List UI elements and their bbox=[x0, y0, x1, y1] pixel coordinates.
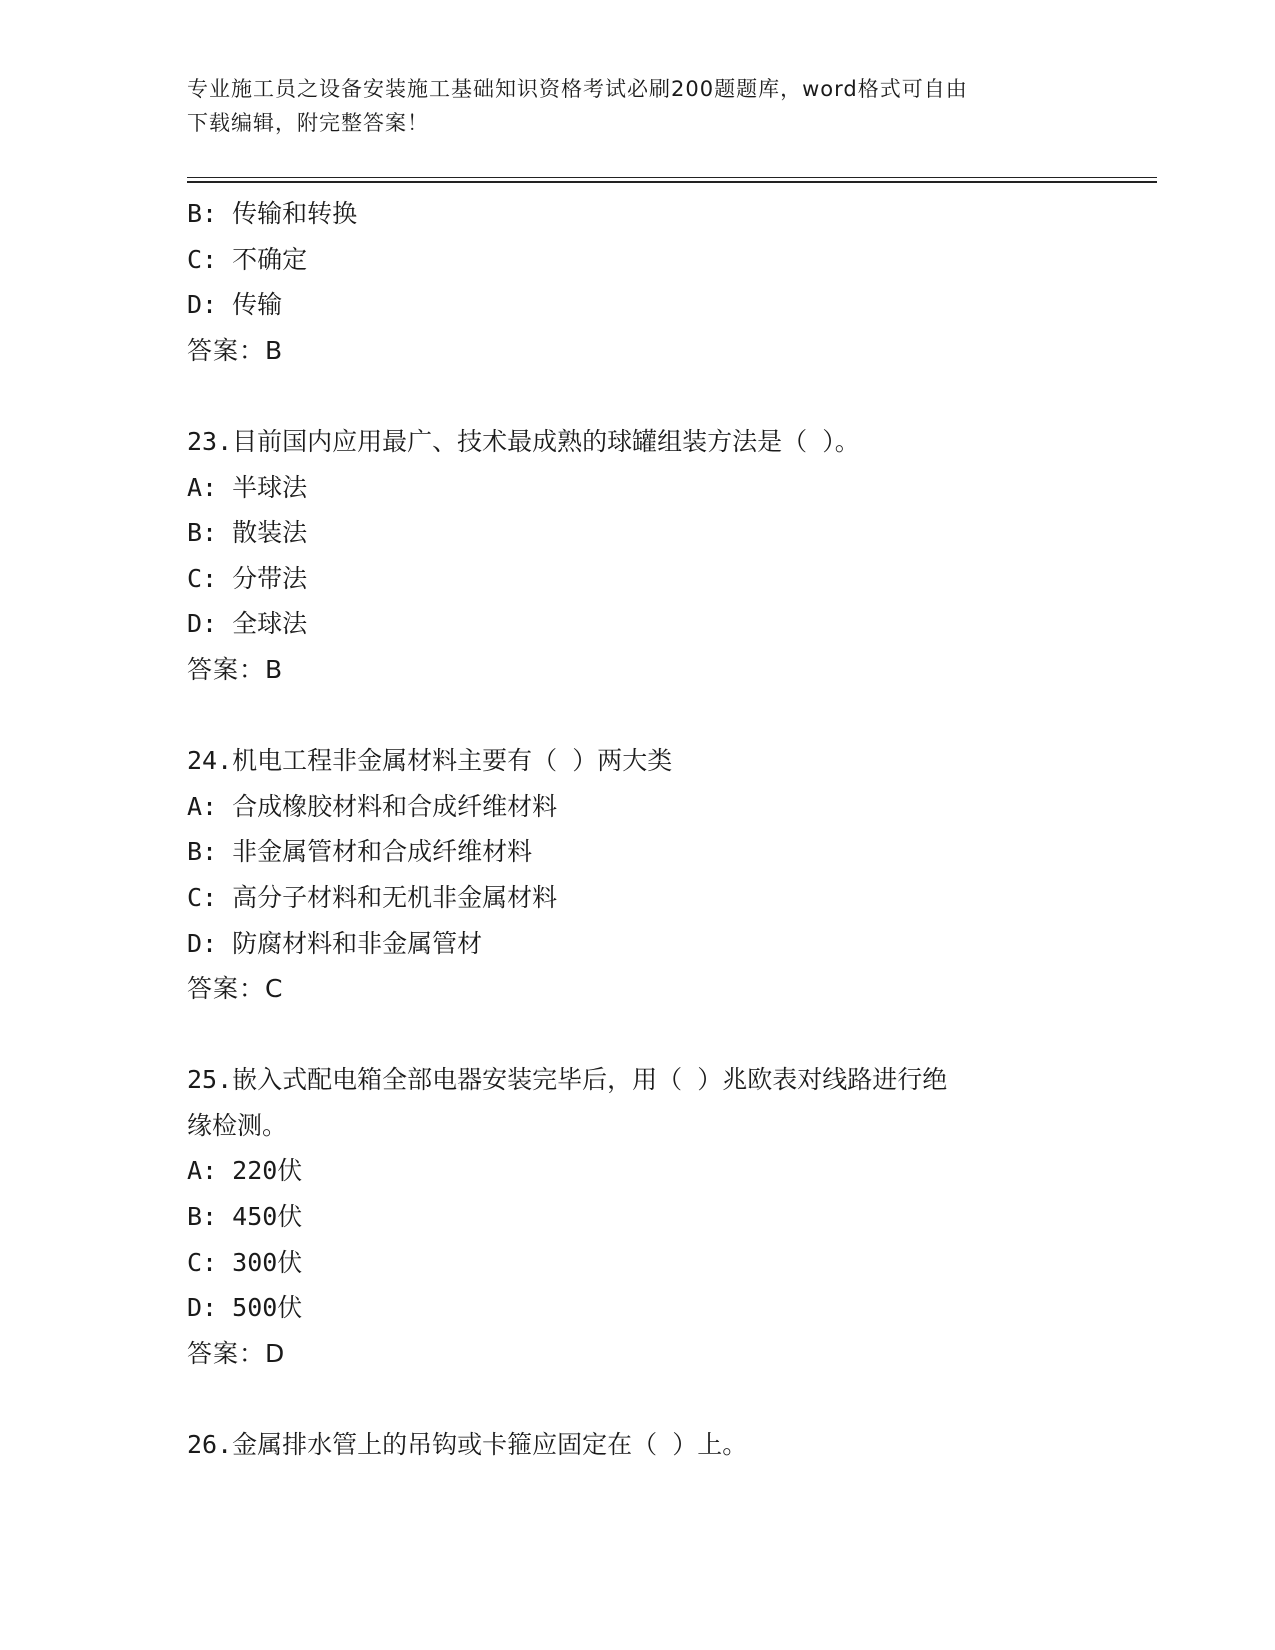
answer-line: 答案：B bbox=[187, 654, 284, 684]
option-b: B: 散装法 bbox=[187, 518, 308, 548]
document-header bbox=[187, 72, 1067, 140]
header-divider bbox=[187, 177, 1157, 183]
option-b: B: 非金属管材和合成纤维材料 bbox=[187, 837, 533, 867]
answer-line: 答案：B bbox=[187, 335, 284, 365]
spacer bbox=[187, 1012, 1087, 1058]
spacer bbox=[187, 1376, 1087, 1422]
option-b: B: 传输和转换 bbox=[187, 199, 358, 228]
spacer bbox=[187, 373, 1087, 419]
option-d: D: 500伏 bbox=[187, 1293, 303, 1323]
question-24-text: 24.机电工程非金属材料主要有（ ）两大类 bbox=[187, 746, 673, 776]
answer-line: 答案：D bbox=[187, 1338, 286, 1368]
question-26-text: 26.金属排水管上的吊钩或卡箍应固定在（ ）上。 bbox=[187, 1430, 748, 1460]
question-list bbox=[187, 191, 1087, 1468]
answer-line: 答案：C bbox=[187, 974, 284, 1004]
option-c: C: 分带法 bbox=[187, 563, 308, 593]
option-d: D: 传输 bbox=[187, 290, 283, 320]
question-23-text: 23.目前国内应用最广、技术最成熟的球罐组装方法是（ ）。 bbox=[187, 426, 860, 456]
option-d: D: 全球法 bbox=[187, 609, 308, 639]
option-c: C: 300伏 bbox=[187, 1247, 303, 1277]
spacer bbox=[187, 693, 1087, 739]
option-c: C: 高分子材料和无机非金属材料 bbox=[187, 882, 558, 912]
option-a: A: 半球法 bbox=[187, 472, 308, 502]
question-25-text-cont: 缘检测。 bbox=[187, 1110, 288, 1140]
header-line-2: 下载编辑，附完整答案！ bbox=[187, 111, 429, 135]
header-line-1: 专业施工员之设备安装施工基础知识资格考试必刷200题题库，word格式可自由 bbox=[187, 77, 968, 101]
question-25-text: 25.嵌入式配电箱全部电器安装完毕后，用（ ）兆欧表对线路进行绝 bbox=[187, 1065, 948, 1095]
option-b: B: 450伏 bbox=[187, 1202, 303, 1232]
option-c: C: 不确定 bbox=[187, 244, 308, 274]
option-a: A: 220伏 bbox=[187, 1156, 303, 1186]
option-d: D: 防腐材料和非金属管材 bbox=[187, 928, 483, 958]
option-a: A: 合成橡胶材料和合成纤维材料 bbox=[187, 791, 558, 821]
